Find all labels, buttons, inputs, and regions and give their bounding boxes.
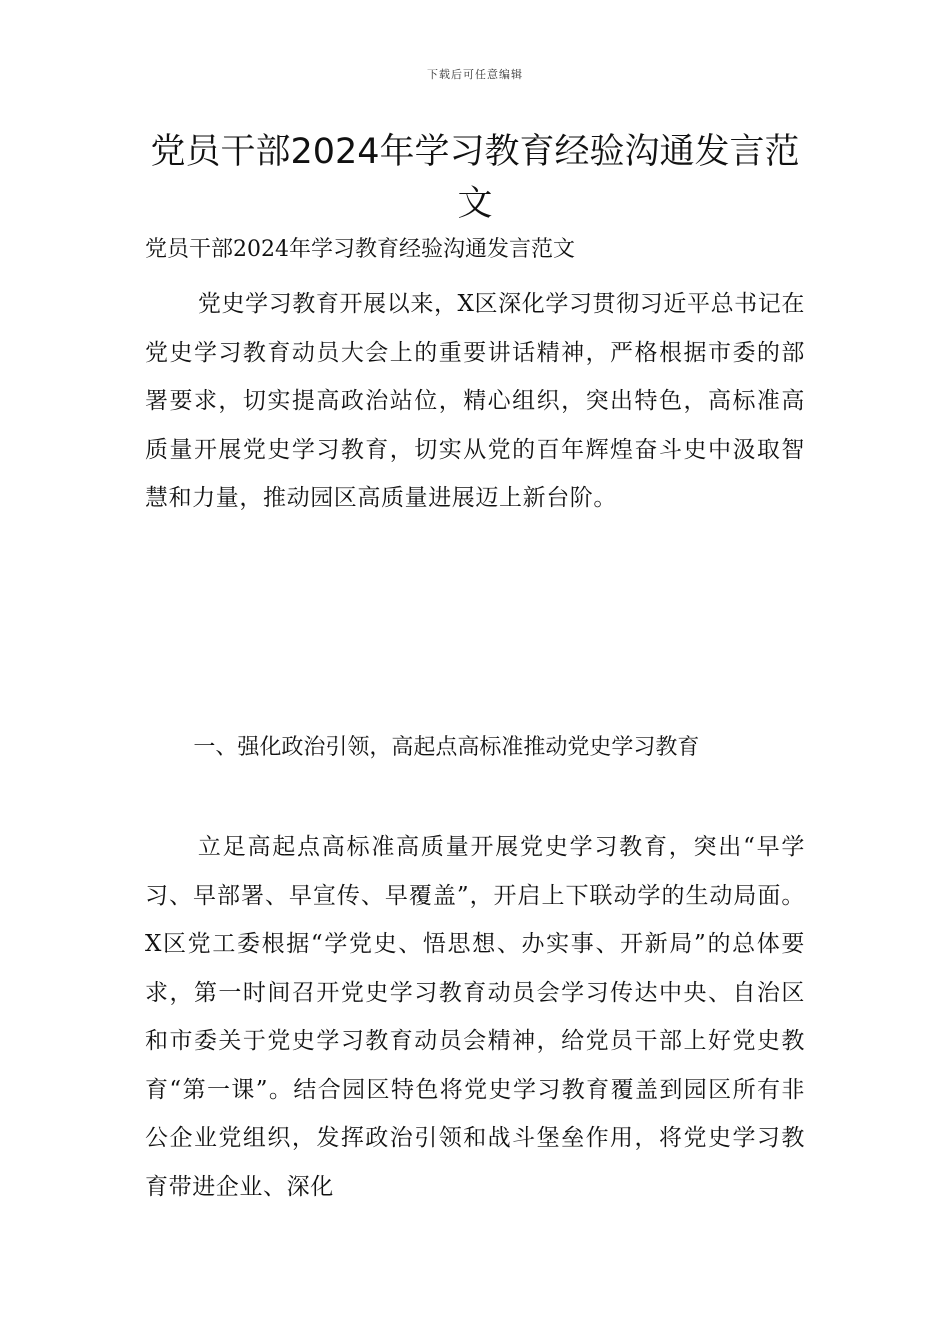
section-1-heading: 一、强化政治引领，高起点高标准推动党史学习教育 (193, 735, 700, 760)
section-1-paragraph: 立足高起点高标准高质量开展党史学习教育，突出“早学习、早部署、早宣传、早覆盖”，开启上下联动学的生动局面。X区党工委根据“学党史、悟思想、办实事、开新局”的总体要求，第一时间召开党史学习教育动员会学习传达中央、自治区和市委关于党史学习教育动员会精神，给党员干部上好党史教育“第一课”。结合园区特色将党史学习教育覆盖到园区所有非公企业党组织，发挥政治引领和战斗堡垒作用，将党史学习教育带进企业、深化 (145, 834, 805, 1200)
intro-paragraph: 党史学习教育开展以来，X区深化学习贯彻习近平总书记在党史学习教育动员大会上的重要讲话精神，严格根据市委的部署要求，切实提高政治站位，精心组织，突出特色，高标准高质量开展党史学习教育，切实从党的百年辉煌奋斗史中汲取智慧和力量，推动园区高质量进展迈上新台阶。 (145, 291, 805, 511)
document-subtitle: 党员干部2024年学习教育经验沟通发言范文 (145, 237, 575, 262)
page-header-note: 下载后可任意编辑 (427, 68, 523, 81)
document-title: 党员干部2024年学习教育经验沟通发言范文 (150, 132, 800, 224)
